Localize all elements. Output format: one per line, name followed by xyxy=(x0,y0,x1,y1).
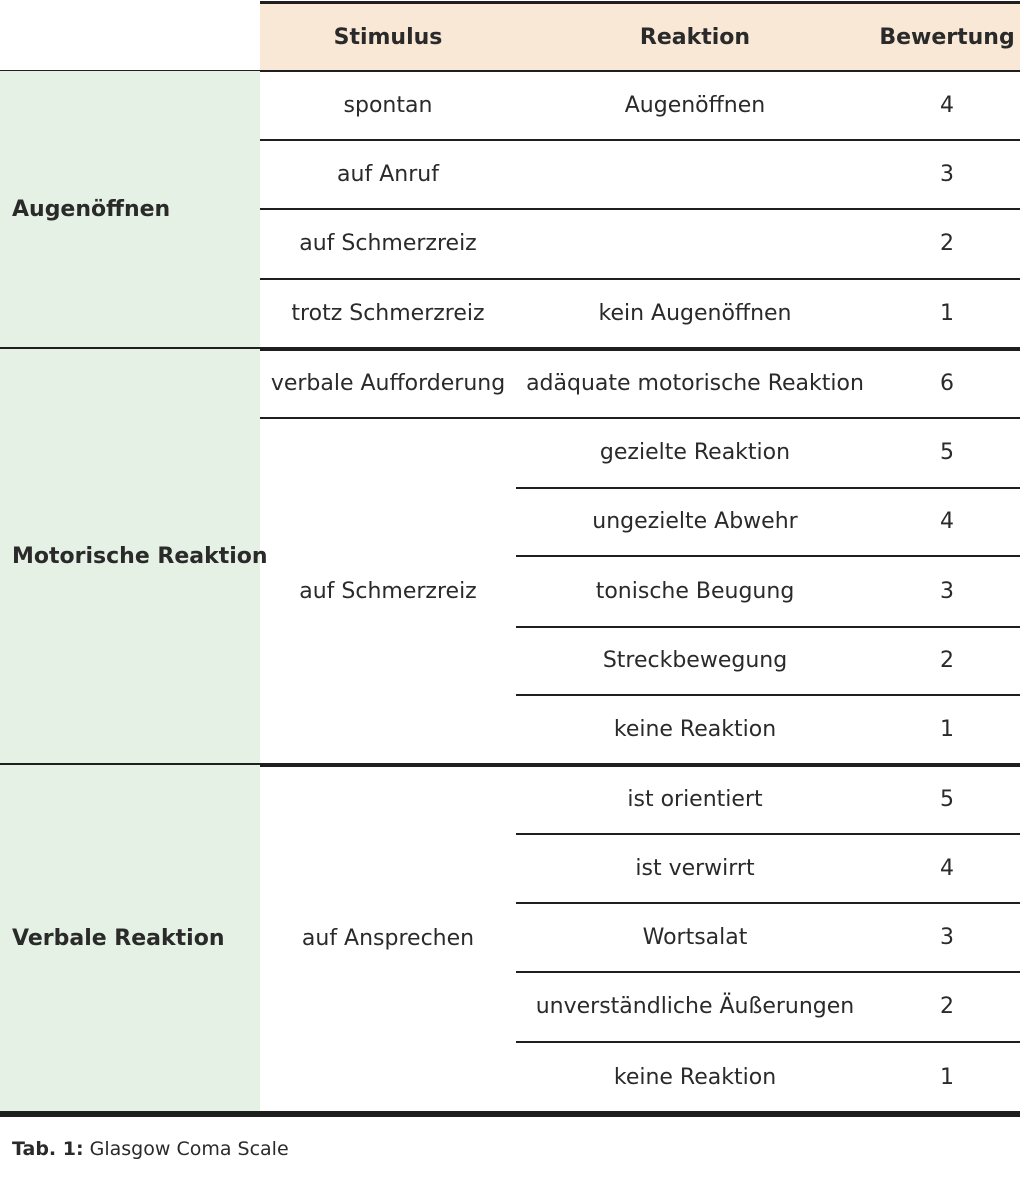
caption-label: Tab. 1: xyxy=(12,1138,84,1160)
reaction-cell: Streckbewegung xyxy=(602,648,788,674)
score-cell: 3 xyxy=(940,161,954,187)
reaction-cell: unverständliche Äußerungen xyxy=(535,994,855,1020)
score-cell: 2 xyxy=(940,648,954,674)
reaction-cell: ist orientiert xyxy=(627,786,763,812)
reaction-cell: Wortsalat xyxy=(642,924,748,950)
score-cell: 4 xyxy=(940,855,954,881)
reaction-cell: keine Reaktion xyxy=(613,717,777,743)
reaction-cell: gezielte Reaktion xyxy=(599,440,791,466)
header-stimulus: Stimulus xyxy=(333,24,443,50)
reaction-cell: ist verwirrt xyxy=(635,855,755,881)
reaction-cell: Augenöffnen xyxy=(624,92,766,118)
score-cell: 4 xyxy=(940,509,954,535)
stimulus-cell: auf Schmerzreiz xyxy=(299,231,477,257)
stimulus-cell: auf Anruf xyxy=(337,161,439,187)
reaction-cell: kein Augenöffnen xyxy=(598,301,792,327)
score-cell: 3 xyxy=(940,578,954,604)
stimulus-cell: auf Ansprechen xyxy=(301,926,475,952)
score-cell: 2 xyxy=(940,231,954,257)
score-cell: 1 xyxy=(940,717,954,743)
stimulus-cell: auf Schmerzreiz xyxy=(299,578,477,604)
category-label: Augenöffnen xyxy=(12,197,171,223)
score-cell: 5 xyxy=(940,786,954,812)
score-cell: 4 xyxy=(940,92,954,118)
reaction-cell: ungezielte Abwehr xyxy=(592,509,798,535)
score-cell: 1 xyxy=(940,1064,954,1090)
reaction-cell: tonische Beugung xyxy=(595,578,795,604)
header-bewertung: Bewertung xyxy=(879,24,1015,50)
score-cell: 3 xyxy=(940,924,954,950)
reaction-cell: keine Reaktion xyxy=(613,1064,777,1090)
category-label: Motorische Reaktion xyxy=(12,544,268,570)
score-cell: 1 xyxy=(940,301,954,327)
table-caption xyxy=(12,1138,289,1160)
group-bottom-rule xyxy=(0,1111,1020,1117)
category-label: Verbale Reaktion xyxy=(12,926,225,952)
score-cell: 2 xyxy=(940,994,954,1020)
score-cell: 5 xyxy=(940,440,954,466)
header-reaktion: Reaktion xyxy=(639,24,751,50)
stimulus-cell: spontan xyxy=(343,92,433,118)
score-cell: 6 xyxy=(940,370,954,396)
stimulus-cell: verbale Aufforderung xyxy=(270,370,506,396)
reaction-cell: adäquate motorische Reaktion xyxy=(526,370,864,396)
stimulus-cell: trotz Schmerzreiz xyxy=(291,301,485,327)
caption-text: Glasgow Coma Scale xyxy=(89,1138,289,1160)
